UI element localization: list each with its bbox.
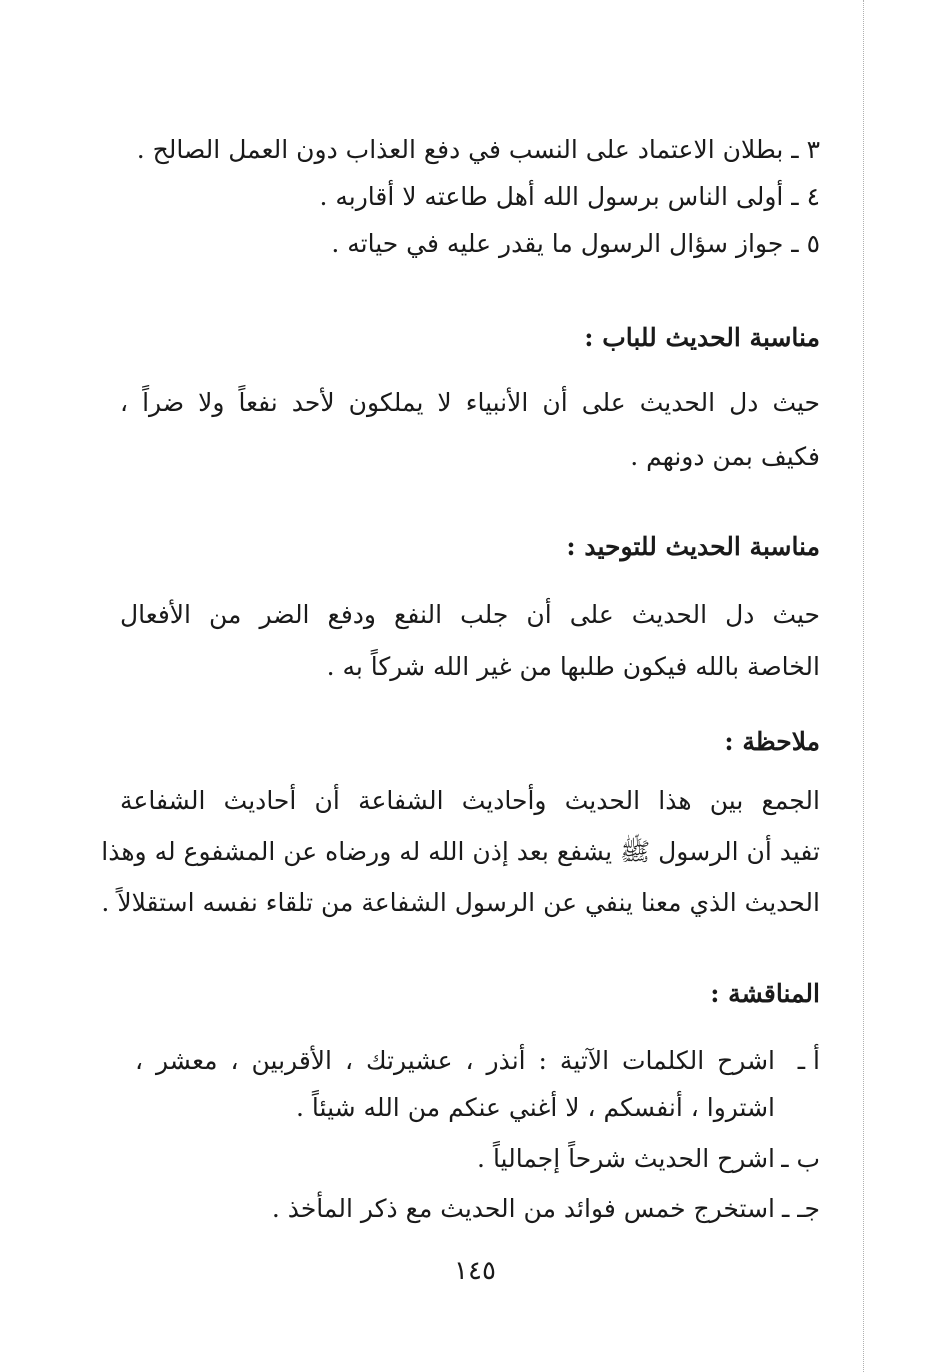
discussion-item-a-line-2: اشتروا ، أنفسكم ، لا أغني عنكم من الله شيئاً . bbox=[296, 1093, 775, 1122]
chapter-relevance-line-2: فكيف بمن دونهم . bbox=[630, 442, 820, 471]
discussion-item-a-line-1: اشرح الكلمات الآتية : أنذر ، عشيرتك ، الأقربين ، معشر ، bbox=[135, 1046, 775, 1075]
benefit-item-3: ٣ ـ بطلان الاعتماد على النسب في دفع العذاب دون العمل الصالح . bbox=[136, 135, 820, 164]
heading-note: ملاحظة : bbox=[724, 727, 820, 756]
chapter-relevance-line-1: حيث دل الحديث على أن الأنبياء لا يملكون لأحد نفعاً ولا ضراً ، bbox=[120, 388, 820, 417]
benefit-item-4: ٤ ـ أولى الناس برسول الله أهل طاعته لا أقاربه . bbox=[319, 182, 820, 211]
page-number: ١٤٥ bbox=[454, 1256, 496, 1286]
note-line-3: الحديث الذي معنا ينفي عن الرسول الشفاعة من تلقاء نفسه استقلالاً . bbox=[101, 888, 820, 917]
discussion-marker-c: جـ ـ bbox=[781, 1194, 820, 1223]
benefit-item-5: ٥ ـ جواز سؤال الرسول ما يقدر عليه في حياته . bbox=[331, 229, 820, 258]
tawhid-relevance-line-2: الخاصة بالله فيكون طلبها من غير الله شركاً به . bbox=[326, 652, 820, 681]
discussion-item-c-line-1: استخرج خمس فوائد من الحديث مع ذكر المأخذ . bbox=[271, 1194, 775, 1223]
heading-chapter-relevance: مناسبة الحديث للباب : bbox=[584, 323, 820, 352]
note-line-1: الجمع بين هذا الحديث وأحاديث الشفاعة أن أحاديث الشفاعة bbox=[120, 786, 820, 815]
page-edge-line bbox=[863, 0, 864, 1372]
heading-tawhid-relevance: مناسبة الحديث للتوحيد : bbox=[566, 532, 820, 561]
note-line-2: تفيد أن الرسول ﷺ يشفع بعد إذن الله له ورضاه عن المشفوع له وهذا bbox=[101, 837, 820, 866]
discussion-marker-b: ب ـ bbox=[781, 1144, 820, 1173]
discussion-item-b-line-1: اشرح الحديث شرحاً إجمالياً . bbox=[477, 1144, 775, 1173]
heading-discussion: المناقشة : bbox=[710, 979, 820, 1008]
tawhid-relevance-line-1: حيث دل الحديث على أن جلب النفع ودفع الضر من الأفعال bbox=[120, 600, 820, 629]
discussion-marker-a: أ ـ bbox=[797, 1046, 820, 1075]
